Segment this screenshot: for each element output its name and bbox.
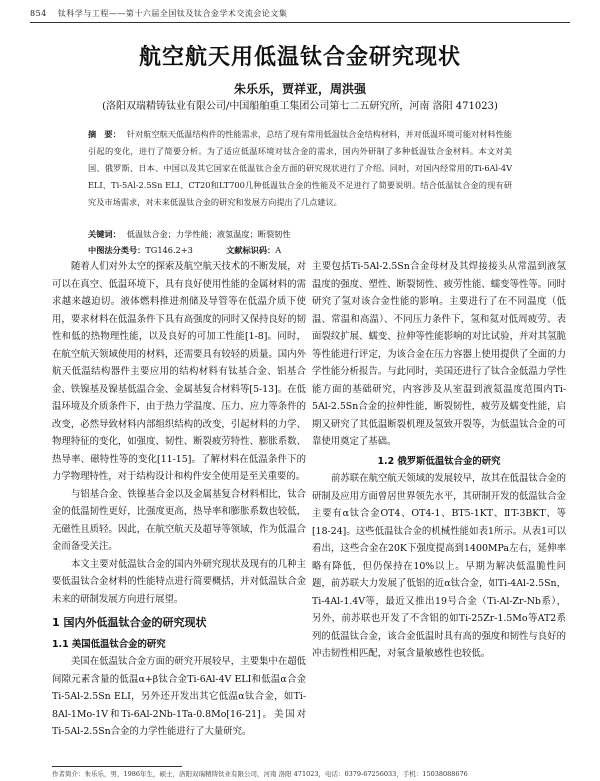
doc-code-value: A — [275, 245, 282, 255]
keywords-text: 低温钛合金；力学性能；液氢温度；断裂韧性 — [126, 229, 291, 239]
author-footnote: 作者简介：朱乐乐，男，1986年生，硕士，洛阳双瑞精铸钛业有限公司，河南 洛阳 471023，电话：0379-67256033，手机：15038088676 — [52, 770, 468, 778]
subsection-heading: 1.2 俄罗斯低温钛合金的研究 — [377, 455, 501, 467]
footnote-rule — [52, 766, 182, 767]
running-title: 钛科学与工程——第十六届全国钛及钛合金学术交流会论文集 — [57, 9, 288, 18]
abstract-label: 摘 要： — [88, 129, 121, 139]
running-header — [30, 8, 570, 19]
abstract-text: 针对航空航天低温结构件的性能需求，总结了现有常用低温钛合金结构材料，并对低温环境可能对材料性能引起的变化，进行了简要分析。为了适应低温环境对钛合金的需求，国内外研制了多种低温钛合金材料。本文对美国、俄罗斯、日本、中国以及其它国家在低温钛合金方面的研究现状进行了介绍。同时，对国内经常用的Ti-6Al-4V ELI、Ti-5Al-2.5Sn ELI、CT20和LT700几种低温钛合金的性能及不足进行了简要说明。结合低温钛合金的现有研究及市场需求，对未来低温钛合金的研究和发展方向提出了几点建议。 — [88, 129, 512, 207]
clc-value: TG146.2+3 — [145, 245, 193, 255]
keywords — [88, 227, 512, 241]
body-paragraph: 本文主要对低温钛合金的国内外研究现状及现有的几种主要低温钛合金材料的性能特点进行简要概括，并对低温钛合金未来的研制发展方向进行展望。 — [52, 558, 306, 605]
subsection-heading: 1.1 美国低温钛合金的研究 — [52, 638, 166, 650]
body-paragraph: 主要包括Ti-5Al-2.5Sn合金母材及其焊接接头从常温到液氢温度的强度、塑性、断裂韧性、疲劳性能、蠕变等性等。同时研究了氢对该合金性能的影响。主要进行了在不同温度（低温、常温和高温）、不同压力条件下，氢和氦对低周疲劳、表面裂纹扩展、蠕变、拉伸等性能影响的对比试验，并对其氢脆等性能进行评定，为该合金在压力容器上使用提供了全面的力学性能分析报告。与此同时，美国还进行了钛合金低温力学性能方面的基础研究，内容涉及从室温到液氦温度范围内Ti-5Al-2.5Sn合金的拉伸性能，断裂韧性，疲劳及蠕变性能，启期又研究了其低温断裂机理及氢致开裂等，为低温钛合金的可靠使用奠定了基础。 — [312, 261, 566, 447]
classification-line — [88, 243, 512, 257]
right-column — [312, 258, 566, 663]
body-paragraph: 前苏联在航空航天领域的发展较早，故其在低温钛合金的研制及应用方面曾居世界领先水平，其研制开发的低温钛合金主要有α钛合金OT4、OT4-1、BT5-1KT、ⅡT-3BKT、等[18-24]。这些低温钛合金的机械性能如表1所示。从表1可以看出，这些合金在20K下强度提高到1400MPa左右，延伸率略有降低，但仍保持在10%以上。早期为解决低温脆性问题，前苏联大力发展了低铝的近α钛合金，如Ti-4Al-2.5Sn，Ti-4Al-1.4V等，最近又推出19号合金（Ti-Al-Zr-Nb系），另外，前苏联也开发了不含铝的如Ti-25Zr-1.5Mo等AT2系列的低温钛合金，该合金低温时具有高的强度和韧性与良好的冲击韧性相匹配，对氧含量敏感性也较低。 — [312, 473, 566, 659]
body-paragraph: 与铝基合金、铁镍基合金以及金属基复合材料相比，钛合金的低温韧性更好，比强度更高，热导率和膨胀系数也较低，无磁性且质轻。因此，在航空航天及超导等领域，作为低温合金而备受关注。 — [52, 488, 306, 552]
paper-affiliation: (洛阳双瑞精铸钛业有限公司/中国船舶重工集团公司第七二五研究所，河南 洛阳 471023) — [102, 101, 498, 112]
clc-label: 中图法分类号： — [88, 245, 146, 255]
body-paragraph: 美国在低温钛合金方面的研究开展较早，主要集中在超低间隙元素含量的低温α+β钛合金Ti-6Al-4V ELI和低温α合金Ti-5Al-2.5Sn ELI，另外还开发出其它低温α钛合金，如Ti-8Al-1Mo-1V和Ti-6Al-2Nb-1Ta-0.8Mo[16-21]。美国对Ti-5Al-2.5Sn合金的力学性能进行了大量研究。 — [52, 656, 306, 737]
paper-title: 航空航天用低温钛合金研究现状 — [138, 45, 461, 70]
header-rule — [30, 22, 570, 23]
body-paragraph: 随着人们对外太空的探索及航空航天技术的不断发展，对可以在真空、低温环境下，具有良好使用性能的金属材料的需求越来越迫切。液体燃料推进剂储及导管等在低温介质下使用，要求材料在低温条件下具有高强度的同时又保持良好的韧性和低的热物理性能，以及良好的可加工性能[1-8]。同时，在航空航天领域使用的材料，还需要具有较轻的质量。国内外航天低温结构器件主要应用的结构材料有钛基合金、铝基合金、铁镍基及镍基低温合金、金属基复合材料等[5-13]。在低温环境及介质条件下，由于热力学温度、压力、应力等条件的改变，必然导致材料内部组织结构的改变，引起材料的力学、物理特征的变化，如强度、韧性、断裂疲劳特性、膨胀系数、热导率、磁特性等的变化[11-15]。了解材料在低温条件下的力学物理特性，对于结构设计和构件安全使用是至关重要的。 — [52, 261, 306, 482]
doc-code-label: 文献标识码： — [226, 245, 276, 255]
page-number: 854 — [30, 9, 47, 18]
abstract — [88, 126, 512, 211]
keywords-label: 关键词： — [88, 229, 121, 239]
section-heading: 1 国内外低温钛合金的研究现状 — [52, 616, 207, 629]
paper-authors: 朱乐乐，贾祥亚，周洪强 — [233, 82, 366, 96]
left-column — [52, 258, 306, 741]
